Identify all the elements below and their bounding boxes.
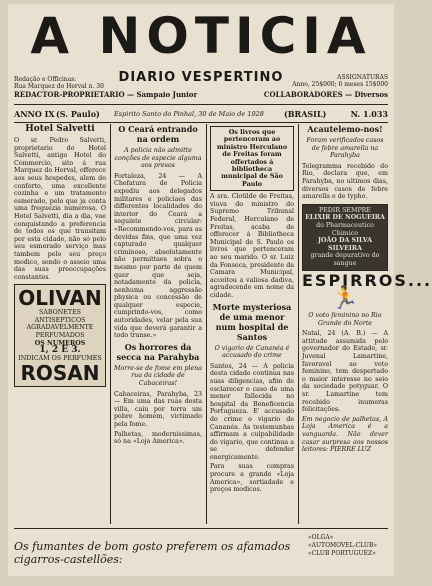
issue-place: (S. Paulo)	[56, 109, 100, 119]
ad-title: ROSAN	[20, 361, 100, 386]
headline: O voto feminino no Rio Grande do Norte	[308, 312, 382, 327]
newspaper-title: A NOTICIA	[30, 7, 372, 65]
headline: Os livros que pertenceram ao ministro Herculano de Freitas foram offertados á bibliotheca municipal de São Paulo	[216, 128, 288, 188]
brand: «OLGA»	[308, 534, 334, 541]
subheadline: A policia não admitte conções de especie alguma aos presos	[114, 147, 202, 170]
issue-country: (BRASIL)	[284, 109, 327, 119]
article-text: Natal, 24 (A. B.) — A attitude assumida pelo governador do Estado, sr. Juvenal Lamartine, favoravel ao voto feminino, tem despertado o maior interesse no seio da sociedade potyguar. O sr. Lamartine tem recebido inumeras felicitações.	[302, 330, 388, 414]
ad-line: INDICAM OS PERFUMES	[18, 354, 102, 362]
article-text: Para suas compras procure a grande «Loja America», sortiadade e preços modicos.	[210, 463, 294, 494]
ad-line: SABONETES	[39, 309, 81, 317]
ad-line: JOÃO DA SILVA SILVEIRA	[317, 237, 373, 252]
brand: «AUTOMOVEL-CLUB»	[308, 542, 378, 549]
article-text: Santos, 24 — A policia desta cidade continua nas suas diligencias, afim de esclarecer o caso de uma menor fallecida no hospital da Beneficencia Portugueza. E' accusado do crime o vigario de Cananéa. As testemunhas affirmam a culpabilidade do vigario, que continua a se defender energicamente.	[210, 362, 294, 461]
headline: Hotel Salvetti	[25, 124, 95, 134]
right-line: ASSIGNATURAS	[337, 74, 388, 81]
column-1	[14, 124, 106, 524]
column-rule	[110, 124, 111, 524]
left-line: Rua Marquez do Herval n. 30	[14, 83, 104, 90]
redactor: REDACTOR-PROPRIETARIO — Sampaio Junior	[14, 90, 198, 99]
sneeze-figure-icon: 🏃	[331, 286, 359, 312]
article-text: A sra. Clotilde de Freitas, viuva do ministro do Supremo Tribunal Federal, Herculano de Freitas, acaba de offerecer á Bibliotheca Municipal de S. Paulo os livros que pertenceram ao seu marido. O sr. Luiz da Fonseca, presidente da Camara Municipal, acceitou a valiosa dadiva, agradecendo em nome da cidade.	[210, 193, 294, 299]
subheadline: O vigario de Cananéa é accusado do crime	[214, 344, 290, 360]
elixir-ad	[302, 204, 388, 271]
ad-line: ELIXIR DE NOGUEIRA	[305, 214, 385, 222]
newspaper-subtitle: DIARIO VESPERTINO	[118, 70, 284, 85]
headline: Acautelemo-nos!	[307, 124, 383, 134]
ad-line: 1, 2 E 3.	[39, 345, 81, 356]
staff-line	[14, 90, 388, 99]
ad-line: PEDIR SEMPRE	[318, 206, 372, 214]
ad-line: grande depurativo do sangue	[310, 252, 380, 267]
headline: Os horrores da secca na Parahyba	[116, 341, 200, 362]
column-rule	[206, 124, 207, 524]
ad-line: OS NUMEROS	[34, 339, 86, 347]
column-rule	[298, 124, 299, 524]
issue-number: N. 1.033	[350, 109, 388, 119]
left-line: Redação e Officinas:	[14, 76, 77, 83]
columns	[14, 124, 432, 524]
brand: «CLUB PORTUGUEZ»	[308, 550, 376, 557]
article-text: Fortaleza, 24 — A Chefatura de Policia expediu aos delegados militares e policiaes das differentes localidades do interior do Ceará a seguinte circular: «Recommendo-vos, para as devidas fins, que uma vez capturado qualquer criminoso, absolutamente não permittaes sobra o mesmo por parte de quem quer que seja, notadamente da policia, nenhuma aggressão physica ou concessão de qualquer especie, cumprindo-vos, como autoridades, velar pela sua vida que deverá garantir a todo transe.»	[114, 172, 202, 340]
newspaper-page	[8, 4, 432, 576]
ad-line: PERFUMADOS	[35, 332, 85, 340]
divider	[14, 528, 388, 529]
headline: O Ceará entrando na ordem	[118, 124, 198, 144]
sneeze-headline: ESPIRROS...	[302, 270, 432, 290]
subheadline: Morre-se de fome em plena rua da cidade de Cabaceiras!	[114, 364, 202, 388]
olivan-ad	[14, 284, 106, 387]
divider	[14, 122, 388, 123]
subheadline: Foram verificados casos de febre amarella na Parahyba	[306, 137, 384, 160]
article-text: Cabaceiras, Parahyba, 23 — Em uma das ruas desta villa, caiu por terra um pobre homem, victimado pela fome.	[114, 390, 202, 428]
article-text: Palhetas, modernissimas, só na «Loja America».	[114, 430, 202, 446]
divider	[14, 104, 388, 105]
ad-line: ANTISEPTICOS	[34, 316, 86, 324]
collaborators: COLLABORADORES — Diversos	[263, 90, 388, 99]
ad-title: OLIVAN	[18, 286, 102, 311]
headline-box	[210, 126, 294, 191]
brand-list	[308, 534, 388, 558]
footer-text: Os fumantes de bom gosto preferem os afamados cigarros-castellões:	[14, 540, 291, 566]
ad-line: AGRADAVELMENTE	[26, 324, 94, 332]
article-text: O sr. Pedro Salvetti, proprietario do Hotel Salvetti, antigo Hotel do Commercio, sito á rua Marquez do Herval, offerece aos seus hospedes, alem do conforto, uma excellente cozinha e um tratamento esmerado, pelo que ja conta uma freguezia numerosa. O Hotel Salvetti, dia a dia, vae conquistando a preferencia de todos os que transitam por esta cidade, não só pelo seu esmerado serviço mas tambem pelo seu preço modico, sendo o asseio uma das suas preoccupações constantes.	[14, 137, 106, 281]
issue-year: ANNO IX	[14, 109, 55, 119]
footer-ad	[14, 532, 388, 572]
headline: Morte mysteriosa de uma menor num hospital de Santos	[212, 301, 292, 342]
column-3	[210, 124, 294, 524]
ad-line: do Pharmaceutico Chimico	[316, 221, 374, 237]
issue-line	[14, 107, 388, 121]
column-2	[114, 124, 202, 524]
right-line: Anno, 25$000; 6 meses 15$000	[292, 81, 388, 88]
article-text: Em negocio de palhetas, A Loja America é a vanguarda. Não dever casar surpresa aos nossos leitores: PIERRE LUZ	[302, 415, 388, 454]
article-text: Telegramma recebido do Rio, declara que, em Parahyba, no ultimos dias, diversos casos de febre amarella e de typho.	[302, 162, 388, 201]
issue-date: Espirito Santo do Pinhal, 30 de Maio de 1928	[114, 110, 264, 118]
column-4	[302, 124, 432, 524]
